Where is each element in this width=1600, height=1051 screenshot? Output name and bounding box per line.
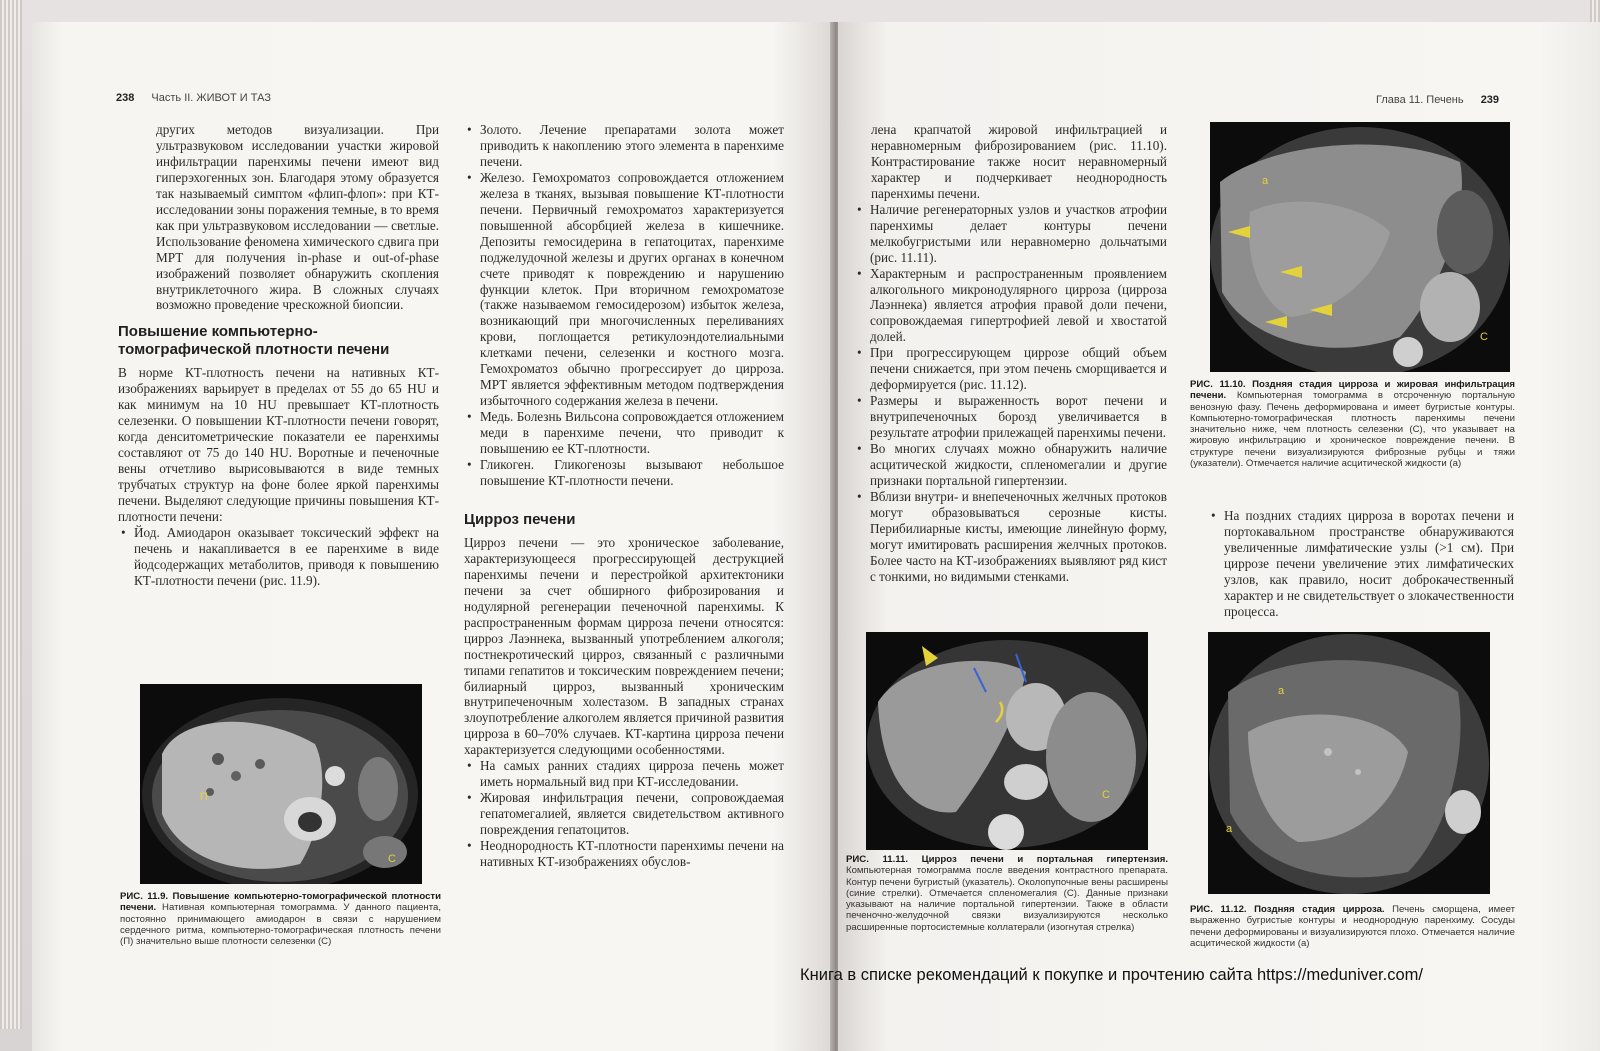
caption-label: РИС. 11.9. Повышение компьютерно-томографической плотности печени. [120, 891, 441, 914]
paragraph: В норме КТ-плотность печени на нативных КТ-изображениях варьирует в пределах от 55 до 65 HU и как минимум на 10 HU превышает КТ-плотность селезенки. О повышении КТ-плотности печени говорят, когда денситометрические показатели ее паренхимы составляют от 75 до 140 HU. Воротные и печеночные вены отчетливо вырисовываются в виде темных трубчатых структур на фоне более яркой паренхимы печени. Выделяют следующие причины повышения КТ-плотности печени: [118, 365, 439, 525]
book-spread [10, 22, 1600, 1051]
caption-fig-11-12 [1190, 904, 1515, 949]
list-item: • На поздних стадиях цирроза в воротах печени и портокавальном пространстве обнаруживаются увеличенные лимфатические узлы (>1 см). При циррозе печени увеличение этих лимфатических узлов, как правило, носит доброкачественный характер и не свидетельствует о злокачественности процесса. [1224, 508, 1514, 620]
section-heading: Цирроз печени [464, 510, 576, 528]
list-item: • Вблизи внутри- и внепеченочных желчных протоков могут образовываться серозные кисты. Перибилиарные кисты, имеющие линейную форму, могут имитировать расширения желчных протоков. Более часто на КТ-изображениях выявляют ряд кист с тонкими, но видимыми стенками. [870, 489, 1167, 585]
bullet-list [1208, 508, 1514, 620]
list-item: • Характерным и распространенным проявлением алкогольного микронодулярного цирроза (цирроза Лаэннека) является атрофия правой доли печени, сопровождаемая гипертрофией левой и хвостатой долей. [870, 266, 1167, 346]
section-heading: Повышение компьютерно-томографической плотности печени [118, 323, 390, 359]
fig-11-10-marker-c: C [1480, 331, 1488, 343]
page-right [838, 22, 1600, 1051]
right-column-1 [854, 122, 1167, 585]
running-head-left [116, 92, 271, 104]
fig-11-9-marker-p: П [200, 791, 208, 803]
list-item: • Наличие регенераторных узлов и участков атрофии паренхимы делает контуры печени мелкобугристыми или неравномерно дольчатыми (рис. 11.11). [870, 202, 1167, 266]
caption-fig-11-11 [846, 854, 1168, 933]
page-number: 239 [1480, 94, 1500, 106]
list-item: • Железо. Гемохроматоз сопровождается отложением железа в тканях, вызывая повышение КТ-плотности печени. Первичный гемохроматоз характеризуется повышенной абсорбцией железа в кишечнике. Депозиты гемосидерина в гепатоцитах, паренхиме поджелудочной железы и других органах в конечном счете приводят к повреждению и нарушению функции клеток. При вторичном гемохроматозе (также называемом гемосидерозом) избыток железа, возникающий при многочисленных переливаниях крови, поглощается ретикулоэндотелиальными клетками печени, селезенки и костного мозга. Гемохроматоз обычно прогрессирует до цирроза. МРТ является эффективным методом подтверждения избыточного содержания железа в печени. [480, 170, 784, 409]
list-item: • Медь. Болезнь Вильсона сопровождается отложением меди в паренхиме печени, что приводит к повышению ее КТ-плотности. [480, 409, 784, 457]
fig-11-10-marker-a: a [1262, 175, 1269, 187]
list-item: • При прогрессирующем циррозе общий объем печени снижается, при этом печень сморщивается и деформируется (рис. 11.12). [870, 345, 1167, 393]
list-item: • Размеры и выраженность ворот печени и внутрипеченочных борозд увеличивается в результате атрофии прилежащей паренхимы печени. [870, 393, 1167, 441]
ct-image-fig-11-11 [866, 632, 1148, 850]
bullet-list [464, 758, 784, 870]
bullet-list [464, 122, 784, 489]
right-column-2 [1208, 508, 1514, 620]
ct-image-fig-11-12 [1208, 632, 1490, 894]
running-head-title: Часть II. ЖИВОТ И ТАЗ [151, 92, 271, 104]
caption-fig-11-10 [1190, 379, 1515, 469]
bullet-list [118, 525, 439, 589]
caption-fig-11-9 [120, 891, 441, 947]
page-number: 238 [116, 92, 135, 104]
paragraph: Цирроз печени — это хроническое заболевание, характеризующееся прогрессирующей деструкцией паренхимы печени и перестройкой архитектоники печени за счет обширного фиброзирования и нодулярной регенерации печеночной паренхимы. К распространенным формам цирроза печени относятся: цирроз Лаэннека, вызванный употреблением алкоголя; постнекротический цирроз, связанный с различными типами гепатитов и токсическим повреждением печени; билиарный цирроз, вызванный хроническим внутрипеченочным холестазом. В западных странах злоупотребление алкоголем является причиной развития цирроза в 60–70% случаев. КТ-картина цирроза печени характеризуется следующими особенностями. [464, 534, 784, 758]
page-left [32, 22, 834, 1051]
fig-11-9-marker-c: С [388, 853, 396, 865]
paragraph: лена крапчатой жировой инфильтрацией и неравномерным фиброзированием (рис. 11.10). Контрастирование также носит неравномерный характер и подчеркивает неоднородность паренхимы печени. [871, 122, 1167, 201]
caption-label: РИС. 11.10. Поздняя стадия цирроза и жировая инфильтрация печени. [1190, 379, 1515, 402]
caption-text: Компьютерная томограмма после введения контрастного препарата. Контур печени бугристый (указатель). Околопупочные вены расширены (синие стрелки). Отмечается спленомегалия (С). Данные признаки указывают на наличие портальной гипертензии. Также в области печеночно-желудочной связки визуализируются несколько расширенные портосистемные коллатерали (изогнутая стрелка) [846, 865, 1168, 933]
footer-note: Книга в списке рекомендаций к покупке и прочтению сайта https://meduniver.com/ [800, 966, 1423, 984]
list-item: • Жировая инфильтрация печени, сопровождаемая гепатомегалией, является свидетельством активного повреждения гепатоцитов. [480, 790, 784, 838]
fig-11-12-marker-a1: a [1278, 685, 1285, 697]
caption-text: Нативная компьютерная томограмма. У данного пациента, постоянно принимающего амиодарон в связи с нарушением сердечного ритма, компьютерно-томографическая плотность печени (П) значительно выше плотности селезенки (С) [120, 902, 441, 948]
caption-label: РИС. 11.11. Цирроз печени и портальная гипертензия. [846, 854, 1168, 865]
list-item: • На самых ранних стадиях цирроза печень может иметь нормальный вид при КТ-исследовании. [480, 758, 784, 790]
caption-label: РИС. 11.12. Поздняя стадия цирроза. [1190, 904, 1385, 915]
fig-11-11-marker-c: C [1102, 789, 1110, 801]
running-head-right [1376, 94, 1513, 106]
running-head-title: Глава 11. Печень [1376, 94, 1464, 106]
fig-11-12-marker-a2: a [1226, 823, 1233, 835]
list-item: • Йод. Амиодарон оказывает токсический эффект на печень и накапливается в ее паренхиме в виде йодсодержащих метаболитов, приводя к повышению КТ-плотности печени (рис. 11.9). [134, 525, 439, 589]
ct-image-fig-11-10 [1210, 122, 1510, 372]
paragraph: других методов визуализации. При ультразвуковом исследовании участки жировой инфильтрации паренхимы печени имеют вид гиперэхогенных зон. Благодаря этому образуется так называемый симптом «флип-флоп»: при КТ-исследовании зоны поражения темные, в то время как при ультразвуковом исследовании — светлые. Использование феномена химического сдвига при МРТ для получения in-phase и out-of-phase изображений позволяет обнаружить скопления внутриклеточного жира. В сложных случаях возможно проведение чрескожной биопсии. [156, 122, 439, 313]
list-item: • Гликоген. Гликогенозы вызывают небольшое повышение КТ-плотности печени. [480, 457, 784, 489]
caption-text: Компьютерная томограмма в отсроченную портальную венозную фазу. Печень деформирована и имеет бугристые контуры. Компьютерно-томографическая плотность паренхимы печени значительно ниже, чем плотность селезенки (С), что указывает на жировую инфильтрацию и хроническое повреждение печени. В структуре печени визуализируются фиброзные рубцы и тяжи (указатели). Отмечается наличие асцитической жидкости (а) [1190, 390, 1515, 470]
ct-image-fig-11-9 [140, 684, 422, 884]
list-item: • Во многих случаях можно обнаружить наличие асцитической жидкости, спленомегалии и другие признаки портальной гипертензии. [870, 441, 1167, 489]
list-item: • Неоднородность КТ-плотности паренхимы печени на нативных КТ-изображениях обуслов- [480, 838, 784, 870]
left-column-2 [464, 122, 784, 870]
caption-text: Печень сморщена, имеет выраженно бугристые контуры и неоднородную паренхиму. Сосуды печени деформированы и визуализируются плохо. Отмечается наличие асцитической жидкости (а) [1190, 904, 1515, 949]
list-item: • Золото. Лечение препаратами золота может приводить к накоплению этого элемента в паренхиме печени. [480, 122, 784, 170]
left-column-1 [118, 122, 439, 589]
bullet-list [854, 202, 1167, 585]
